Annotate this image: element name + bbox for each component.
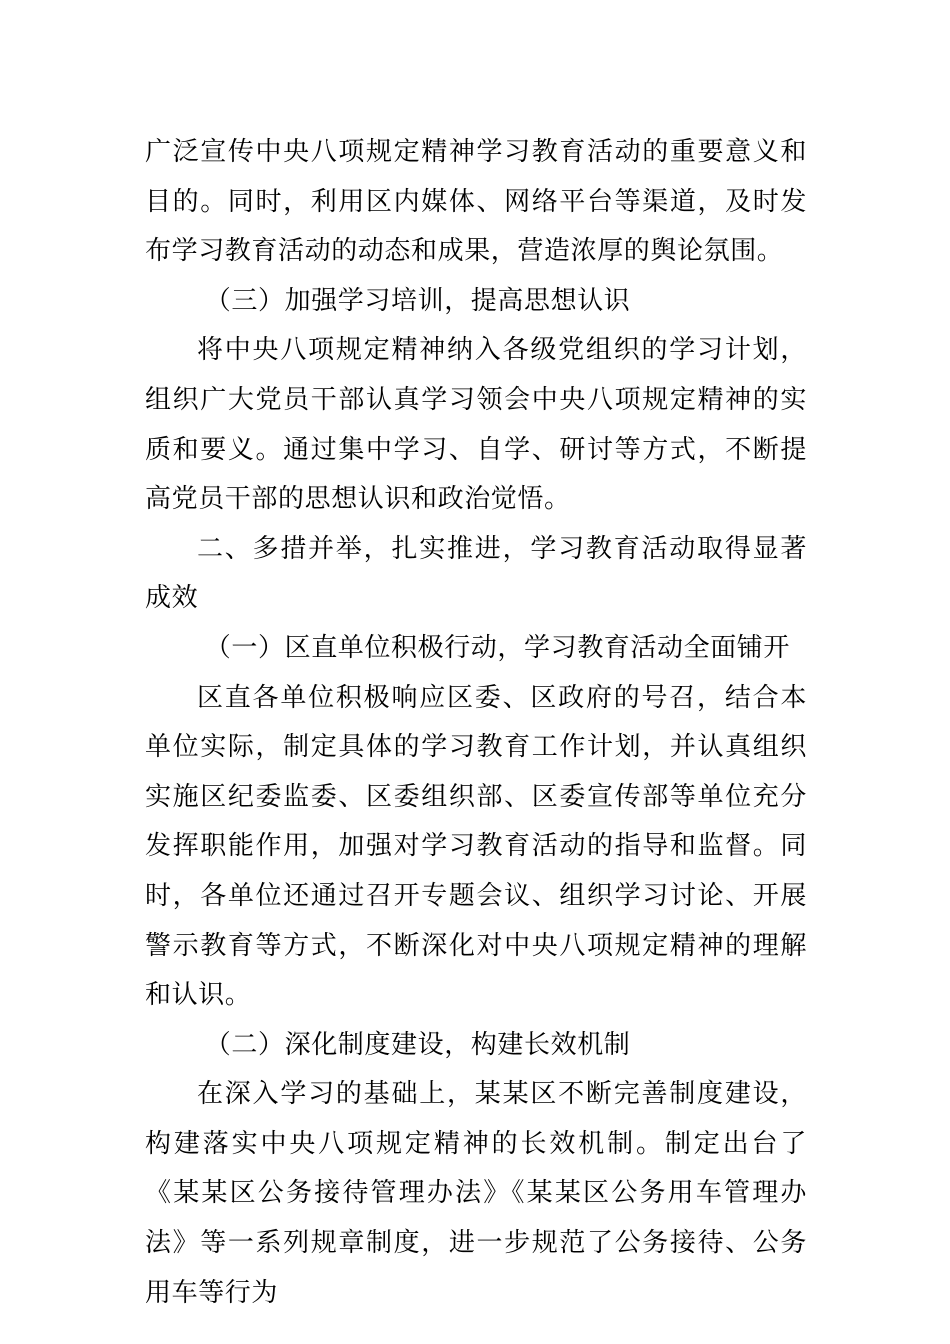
section-heading-2: （二）深化制度建设，构建长效机制 (204, 1029, 631, 1060)
section-heading-3: （三）加强学习培训，提高思想认识 (204, 285, 631, 316)
chapter-heading-2: 二、多措并举，扎实推进，学习教育活动取得显著成效 (145, 533, 807, 614)
paragraph-continuation: 广泛宣传中央八项规定精神学习教育活动的重要意义和目的。同时，利用区内媒体、网络平台等渠道，及时发布学习教育活动的动态和成果，营造浓厚的舆论氛围。 (145, 137, 807, 267)
paragraph-system-building: 在深入学习的基础上，某某区不断完善制度建设，构建落实中央八项规定精神的长效机制。制定出台了《某某区公务接待管理办法》《某某区公务用车管理办法》等一系列规章制度，进一步规范了公务接待、公务用车等行为 (145, 1079, 807, 1308)
section-heading-1: （一）区直单位积极行动，学习教育活动全面铺开 (204, 632, 790, 663)
paragraph-unit-actions: 区直各单位积极响应区委、区政府的号召，结合本单位实际，制定具体的学习教育工作计划，并认真组织实施区纪委监委、区委组织部、区委宣传部等单位充分发挥职能作用，加强对学习教育活动的指导和监督。同时，各单位还通过召开专题会议、组织学习讨论、开展警示教育等方式，不断深化对中央八项规定精神的理解和认识。 (145, 682, 807, 1011)
paragraph-study-plan: 将中央八项规定精神纳入各级党组织的学习计划，组织广大党员干部认真学习领会中央八项规定精神的实质和要义。通过集中学习、自学、研讨等方式，不断提高党员干部的思想认识和政治觉悟。 (145, 335, 807, 515)
document-body (145, 128, 807, 1318)
